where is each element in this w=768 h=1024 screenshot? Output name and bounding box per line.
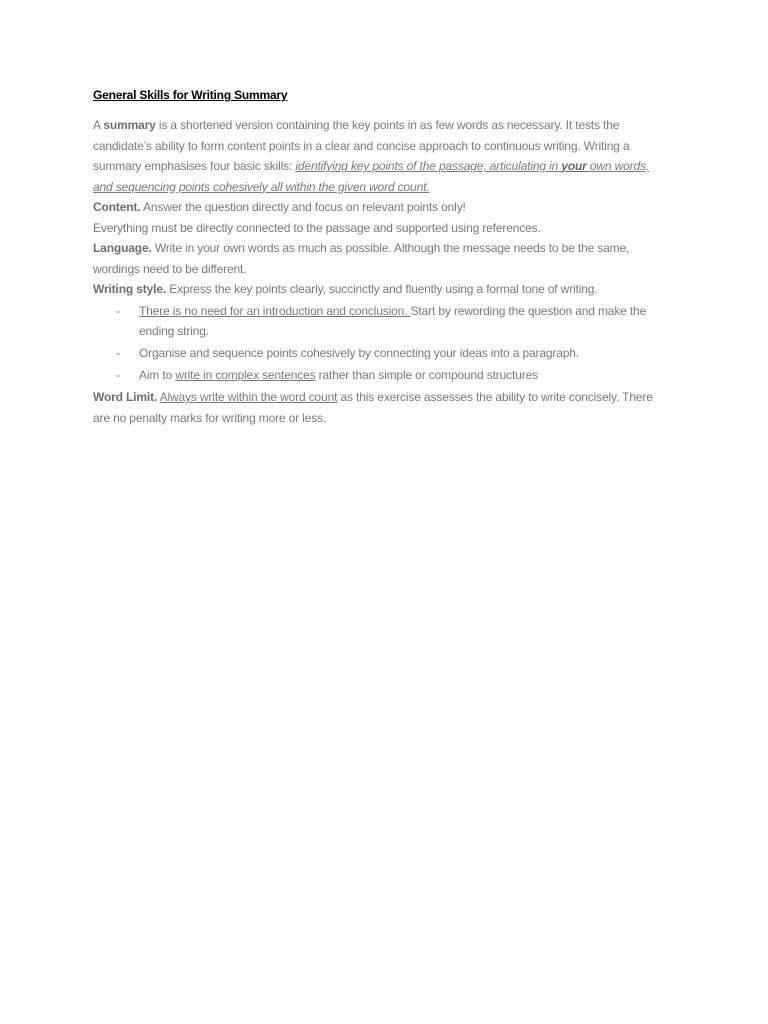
bullet-dash: -: [116, 368, 120, 382]
word-limit-paragraph: [93, 387, 668, 428]
word-limit-underlined: Always write within the word count: [159, 390, 338, 404]
intro-text-middle: is a shortened version containing the key points in as few words as necessary. It tests the candidate’s ability to form content points in a clear and concise approach to continuous writing. Writing a summary emphasises four basic skills:: [93, 118, 630, 173]
list-item: [93, 365, 668, 386]
content-label: Content.: [93, 200, 141, 214]
bullet-text-post: rather than simple or compound structures: [315, 368, 538, 382]
intro-skills-italic: identifying key points of the passage, articulating in: [295, 159, 562, 173]
intro-your-emphasis: your: [561, 159, 587, 173]
bullet-underlined: There is no need for an introduction and conclusion.: [139, 303, 411, 318]
list-item: [93, 343, 668, 364]
bullet-text: Organise and sequence points cohesively by connecting your ideas into a paragraph.: [139, 346, 579, 360]
bullet-text-pre: Aim to: [139, 368, 176, 382]
intro-summary-bold: summary: [103, 118, 156, 132]
writing-style-text: Express the key points clearly, succinctly and fluently using a formal tone of writing.: [166, 282, 598, 296]
word-limit-label: Word Limit.: [93, 390, 158, 404]
intro-skills-italic-end: own words, and sequencing points cohesively all within the given word count.: [93, 159, 650, 194]
intro-text-start: A: [93, 118, 104, 132]
writing-style-paragraph: [93, 279, 668, 300]
content-paragraph: [93, 197, 668, 218]
bullet-underlined: write in complex sentences: [175, 368, 316, 382]
list-item: [93, 301, 668, 342]
bullet-dash: -: [116, 346, 120, 360]
document-body: [93, 85, 668, 428]
bullet-dash: -: [116, 303, 120, 318]
connected-paragraph: Everything must be directly connected to the passage and supported using references.: [93, 220, 541, 235]
intro-paragraph: [93, 115, 668, 197]
word-limit-text: as this exercise assesses the ability to write concisely. There are no penalty marks for writing more or less.: [93, 390, 653, 425]
language-text: Write in your own words as much as possible. Although the message needs to be the same, wordings need to be different.: [93, 241, 630, 276]
content-text: Answer the question directly and focus on relevant points only!: [140, 200, 466, 214]
writing-style-bullets: [93, 301, 668, 386]
language-label: Language.: [93, 241, 152, 255]
page-title: General Skills for Writing Summary: [93, 88, 288, 102]
writing-style-label: Writing style.: [93, 282, 167, 296]
bullet-text: Start by rewording the question and make the ending string.: [139, 303, 647, 338]
language-paragraph: [93, 238, 668, 279]
